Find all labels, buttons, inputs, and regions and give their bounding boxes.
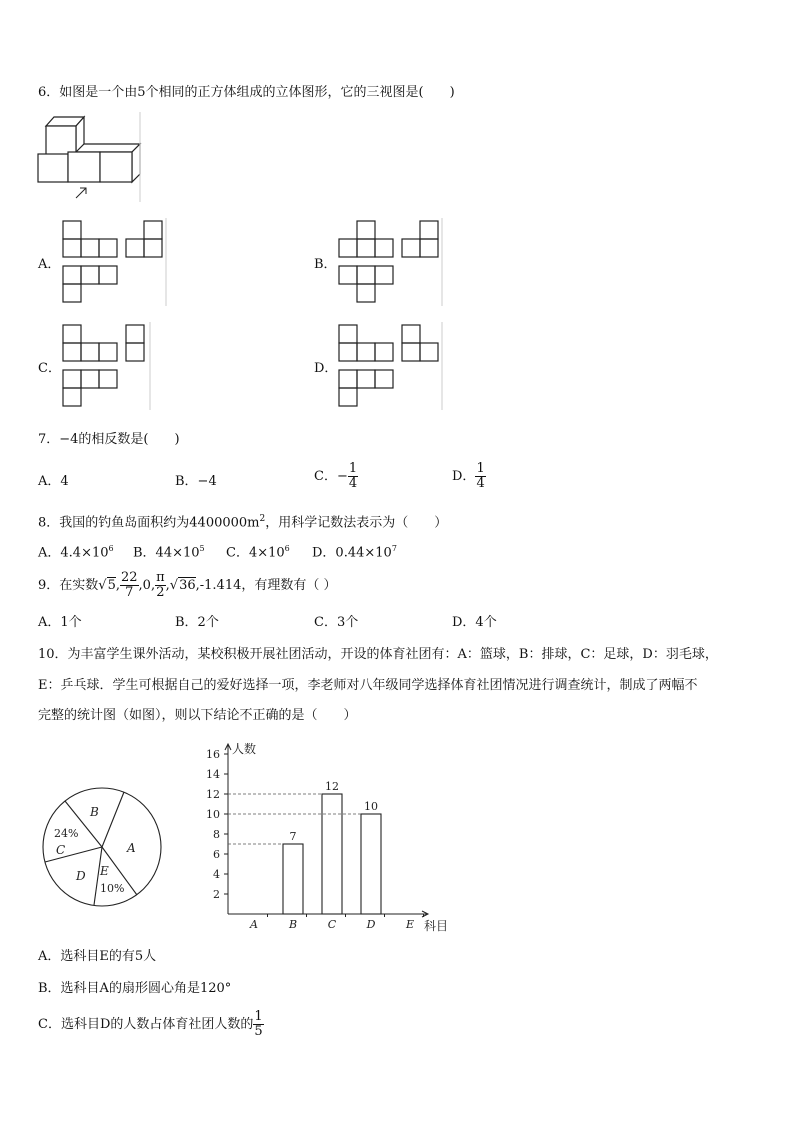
q8-option-a[interactable]: A．$4.4\times 10^6$ — [38, 544, 114, 561]
y-tick-label: 12 — [206, 788, 220, 801]
pie-divider-2 — [102, 792, 124, 847]
q7-option-d-fraction: $\frac{1}{4}$ — [476, 461, 485, 491]
bar-value-label: 12 — [325, 780, 339, 793]
pie-label-c: C — [56, 843, 66, 857]
q8-stem: 8．我国的钓鱼岛面积约为$4400000m^2$，用科学记数法表示为（ ） — [38, 514, 448, 531]
q10-stem-line1: 10．为丰富学生课外活动，某校积极开展社团活动，开设的体育社团有：A：篮球，B：排球，C：足球，D：羽毛球， — [38, 647, 718, 662]
q7-option-a[interactable]: A．4 — [38, 474, 69, 489]
pie-label-b: B — [90, 805, 99, 819]
q6-option-b-views[interactable] — [336, 218, 446, 308]
q10-option-c-fraction: $\frac{1}{5}$ — [254, 1009, 263, 1039]
q6-option-c-views[interactable] — [60, 322, 155, 412]
q7-option-d[interactable] — [452, 462, 486, 491]
bar — [283, 844, 303, 914]
y-tick-label: 16 — [206, 748, 220, 761]
q8-option-b[interactable]: B．$44\times 10^5$ — [133, 544, 205, 561]
q10-option-c[interactable]: C．选科目D的人数占体育社团人数的 $\frac{1}{5}$ — [38, 1009, 263, 1039]
q10-stem-line3: 完整的统计图（如图），则以下结论不正确的是（ ） — [38, 708, 357, 723]
pie-chart — [38, 786, 168, 910]
q9-fraction-22-7: $\frac{22}{7}$ — [121, 570, 138, 600]
bar — [322, 794, 342, 914]
q8-option-c[interactable]: C．$4\times 10^6$ — [226, 544, 290, 561]
bar-value-label: 7 — [289, 830, 297, 843]
q6-option-a-label[interactable]: A． — [38, 257, 61, 272]
q6-stem: 6．如图是一个由5个相同的正方体组成的立体图形，它的三视图是( ) — [38, 85, 455, 100]
bar-chart — [196, 738, 456, 934]
q7-option-c-fraction: $\frac{1}{4}$ — [348, 461, 358, 491]
q6-option-d-label[interactable]: D． — [314, 361, 338, 376]
y-tick-label: 14 — [206, 768, 220, 781]
q7-option-c-prefix: C．− — [314, 469, 348, 484]
q10-stem-line2: E：乒乓球．学生可根据自己的爱好选择一项，李老师对八年级同学选择体育社团情况进行调查统计，制成了两幅不 — [38, 678, 698, 693]
x-tick-label: A — [250, 918, 258, 931]
q10-option-a[interactable]: A．选科目E的有5人 — [38, 949, 157, 964]
y-tick-label: 4 — [213, 868, 220, 881]
q7-option-b[interactable]: B．−4 — [175, 474, 217, 489]
pie-label-d: D — [76, 869, 86, 883]
pie-pct-c: 24% — [54, 827, 79, 840]
q6-option-c-label[interactable]: C． — [38, 361, 61, 376]
sqrt-symbol: √ — [169, 578, 179, 593]
x-axis-label: 科目 — [424, 919, 449, 933]
q10-option-b[interactable]: B．选科目A的扇形圆心角是120° — [38, 981, 232, 996]
q6-option-b-label[interactable]: B． — [314, 257, 337, 272]
q9-option-b[interactable]: B．2个 — [175, 615, 219, 630]
pie-divider-3 — [45, 847, 102, 862]
q6-option-d-views[interactable] — [336, 322, 446, 412]
pie-label-a: A — [127, 841, 136, 855]
x-tick-label: E — [405, 918, 415, 931]
pie-pct-e: 10% — [100, 882, 125, 895]
bar — [361, 814, 381, 914]
sqrt-symbol: √ — [98, 578, 107, 593]
y-axis-label: 人数 — [232, 742, 257, 756]
q9-option-a[interactable]: A．1个 — [38, 615, 82, 630]
x-tick-label: B — [288, 918, 298, 931]
y-tick-label: 6 — [213, 848, 220, 861]
y-tick-label: 8 — [213, 828, 220, 841]
q9-fraction-pi-2: $\frac{\pi}{2}$ — [156, 570, 165, 600]
y-tick-label: 2 — [213, 888, 220, 901]
pie-label-e: E — [100, 864, 109, 878]
q6-solid-figure — [36, 112, 144, 204]
q7-option-d-prefix: D． — [452, 469, 476, 484]
q7-stem: 7．−4的相反数是( ) — [38, 432, 180, 447]
q8-option-d[interactable]: D．$0.44\times 10^7$ — [312, 544, 397, 561]
y-tick-label: 10 — [206, 808, 220, 821]
q9-stem: 9．在实数√5, $\frac{22}{7}$ ,0, $\frac{\pi}{2}$ ,√36,-1.414，有理数有（ ） — [38, 570, 337, 600]
q9-option-d[interactable]: D．4个 — [452, 615, 497, 630]
q6-option-a-views[interactable] — [60, 218, 170, 308]
x-tick-label: D — [366, 918, 376, 931]
q9-option-c[interactable]: C．3个 — [314, 615, 359, 630]
x-tick-label: C — [327, 918, 337, 931]
q7-option-c[interactable] — [314, 462, 358, 491]
bar-value-label: 10 — [364, 800, 378, 813]
